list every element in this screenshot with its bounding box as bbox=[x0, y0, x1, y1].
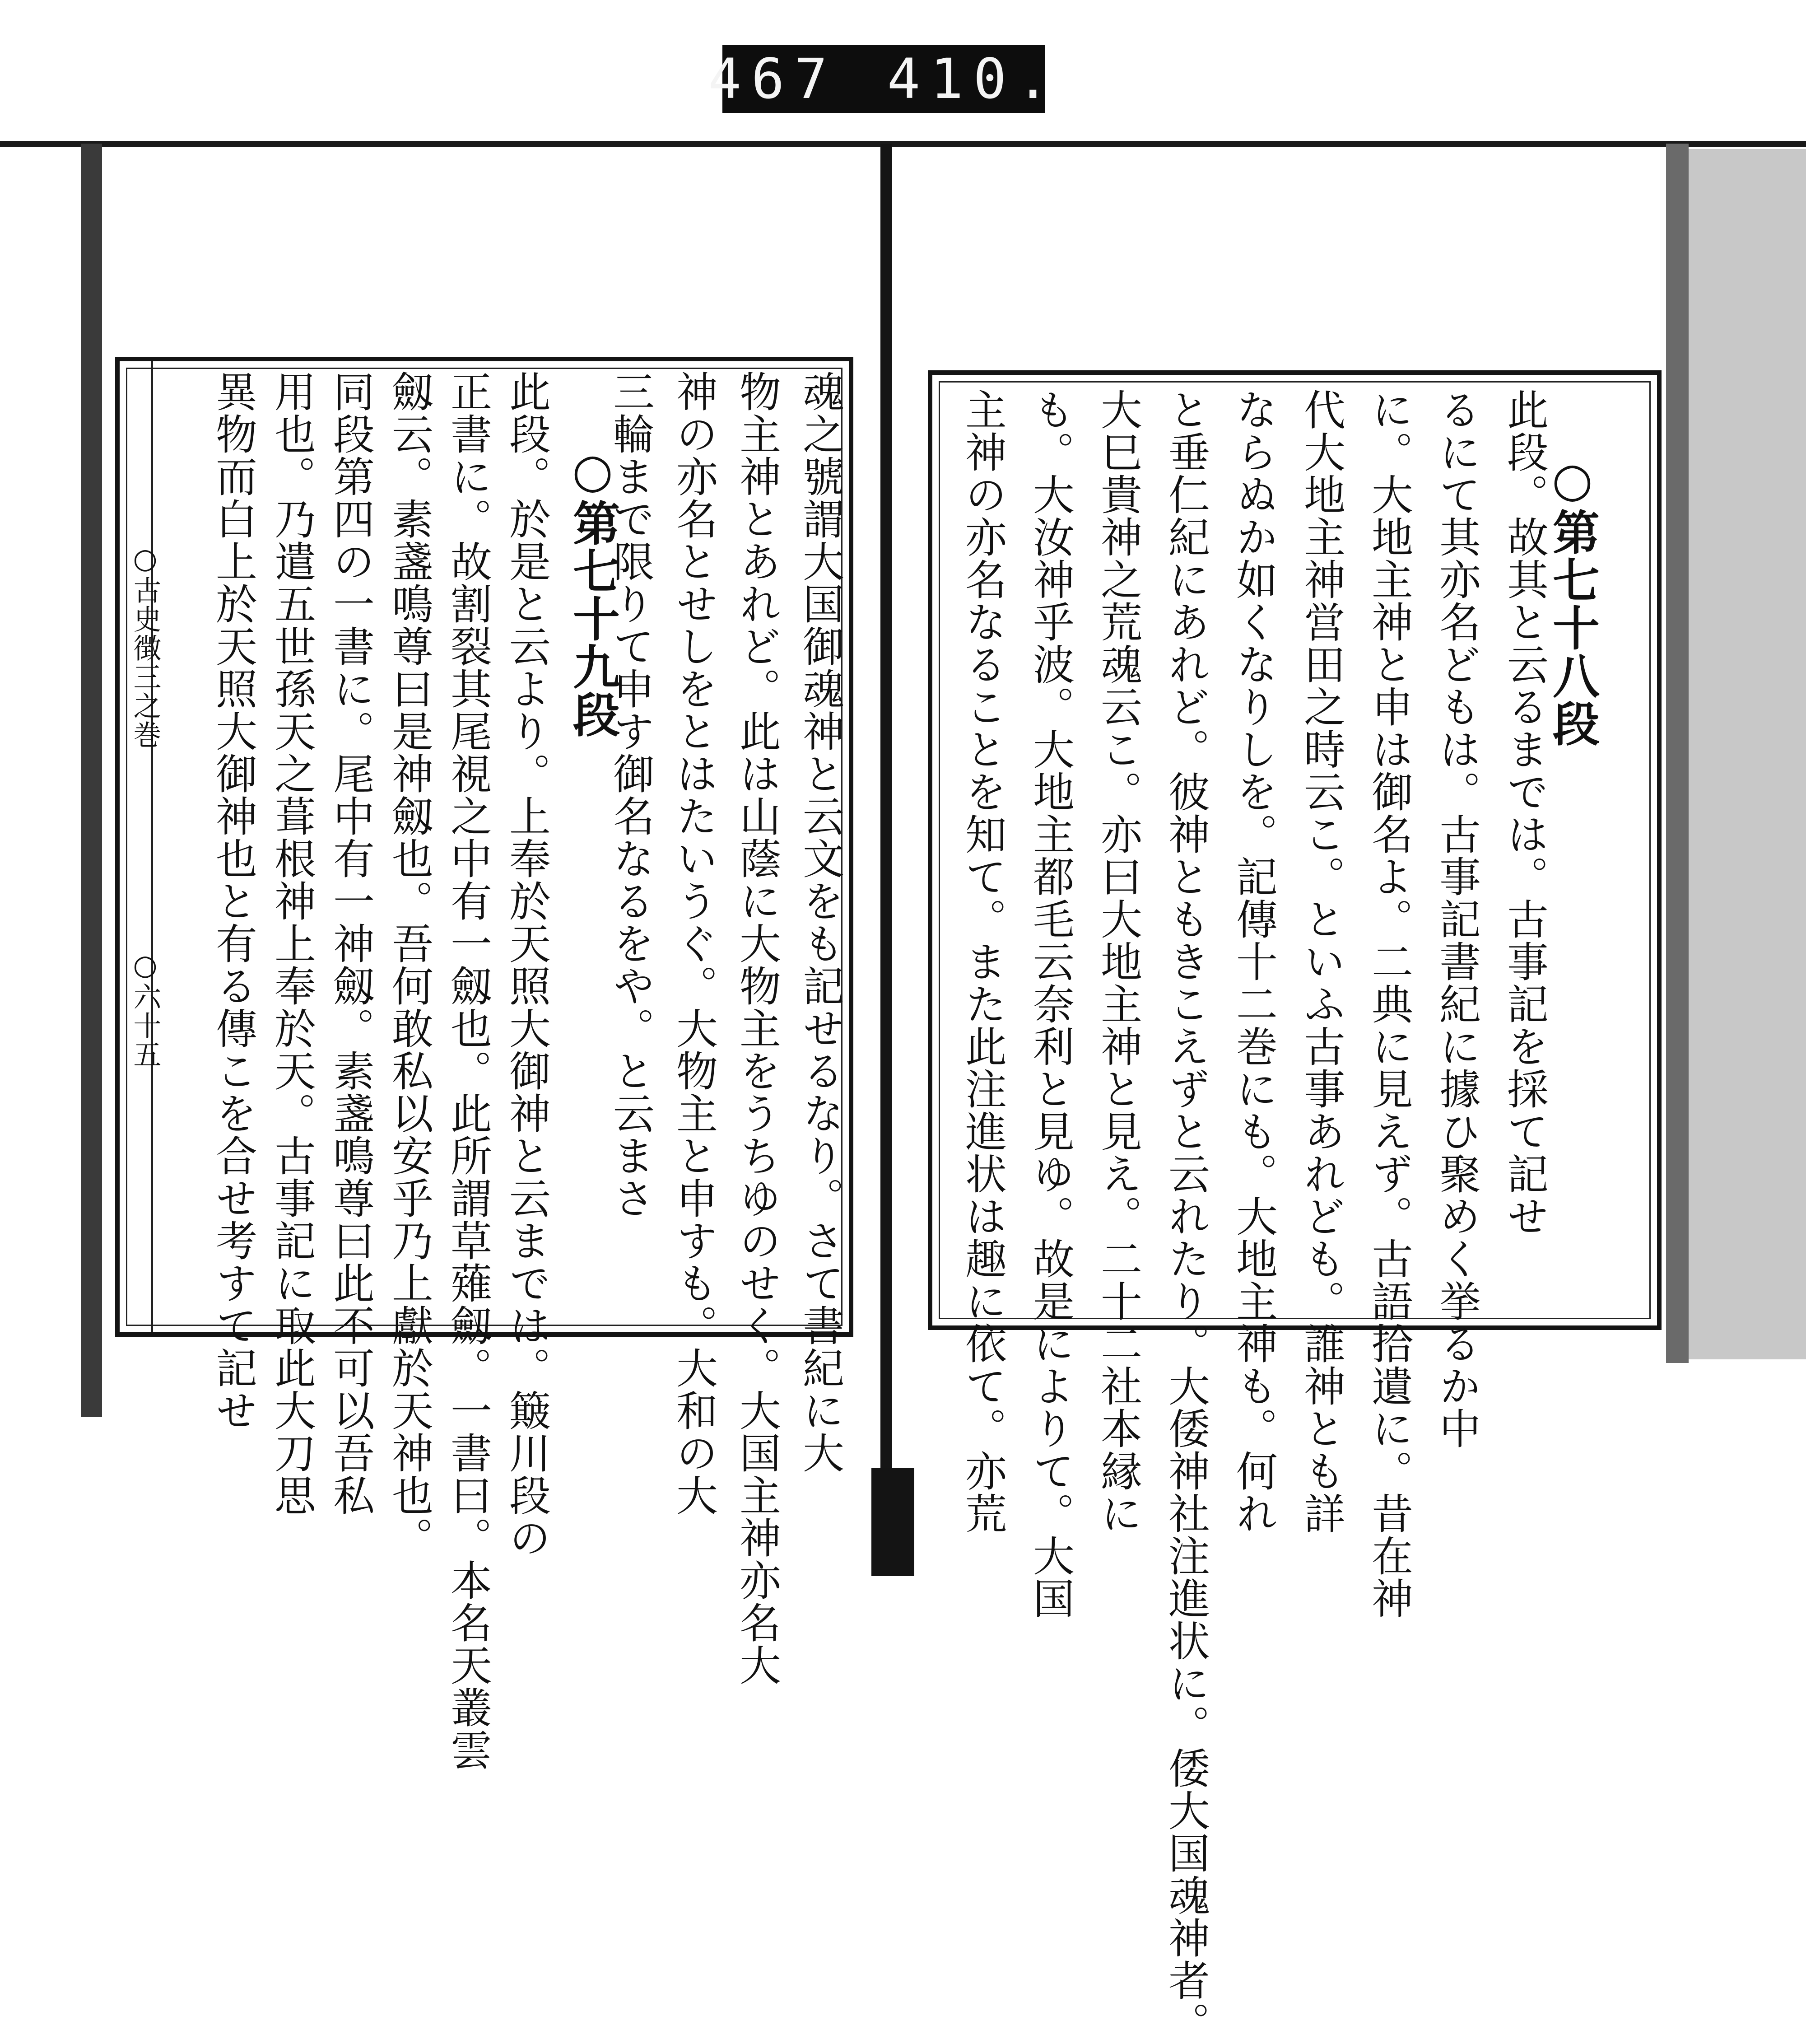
left-page-column-8: 劔云。素盞鳴尊曰是神劔也。吾何敢私以安乎乃上獻於天神也。 bbox=[385, 370, 433, 1559]
right-page-column-5: ならぬか如くなりしを。記傳十二巻にも。大地主神も。何れ bbox=[1229, 388, 1278, 1535]
right-page-column-1: 此段。故其と云るまでは。古事記を採て記せ bbox=[1500, 388, 1549, 1237]
right-page-column-6: と垂仁紀にあれど。彼神ともきこえずと云れたり。大倭神社注進状に。倭大国魂神者。 bbox=[1162, 388, 1210, 2044]
right-page-column-7: 大巳貴神之荒魂云こ。亦曰大地主神と見え。二十二社本縁に bbox=[1094, 388, 1142, 1535]
left-page-column-3: 神の亦名とせしをとはたいうぐ。大物主と申すも。大和の大 bbox=[670, 370, 718, 1517]
left-page-column-10: 用也。乃遣五世孫天之葺根神上奉於天。古事記に取此大刀思 bbox=[268, 370, 316, 1517]
right-page-column-8: も。大汝神乎波。大地主都毛云奈利と見ゆ。故是によりて。大国 bbox=[1026, 388, 1075, 1619]
left-page-column-6: 此段。於是と云より。上奉於天照大御神と云までは。簸川段の bbox=[503, 370, 551, 1559]
call-number-right: 410. bbox=[887, 47, 1060, 111]
call-number-label bbox=[708, 45, 1060, 113]
left-page-column-1: 魂之號謂大国御魂神と云文をも記せるなり。さて書紀に大 bbox=[796, 370, 844, 1474]
left-page-column-7: 正書に。故割裂其尾視之中有一劔也。此所謂草薙劔。一書曰。本名天叢雲 bbox=[444, 370, 492, 1771]
running-head: ○古史徴三之巻 bbox=[129, 542, 162, 749]
right-page-heading: ○第七十八段 bbox=[1545, 452, 1600, 747]
right-page-column-4: 代大地主神営田之時云こ。といふ古事あれども。誰神とも詳 bbox=[1297, 388, 1345, 1535]
book-spine-foot bbox=[871, 1468, 914, 1576]
left-page-column-4: 三輪まで限りて申す御名なるをや。と云まさ bbox=[606, 370, 655, 1219]
left-page-edge bbox=[81, 144, 102, 1417]
left-page-column-9: 同段第四の一書に。尾中有一神劔。素盞鳴尊曰此不可以吾私 bbox=[326, 370, 375, 1517]
left-page-column-2: 物主神とあれど。此は山蔭に大物主をうちゆのせく。大国主神亦名大 bbox=[733, 370, 781, 1686]
right-page-column-9: 主神の亦名なることを知て。また此注進状は趣に依て。亦荒 bbox=[959, 388, 1007, 1535]
right-page-column-3: に。大地主神と申は御名よ。二典に見えず。古語拾遺に。昔在神 bbox=[1365, 388, 1413, 1619]
left-page-margin-rule bbox=[151, 361, 153, 1332]
left-page-heading: ○第七十九段 bbox=[565, 443, 620, 738]
book-top-edge bbox=[0, 141, 1806, 147]
right-page-edge bbox=[1666, 144, 1689, 1363]
right-page-column-2: るにて其亦名どもは。古事記書紀に據ひ聚めく挙るか中 bbox=[1433, 388, 1481, 1450]
book-spine bbox=[880, 144, 892, 1562]
page-folio: ○六十五 bbox=[129, 948, 162, 1069]
left-page-column-11: 異物而白上於天照大御神也と有る傳こを合せ考すて記せ bbox=[209, 370, 257, 1432]
call-number-left: 467 bbox=[708, 47, 838, 111]
right-page-stack bbox=[1689, 149, 1806, 1359]
